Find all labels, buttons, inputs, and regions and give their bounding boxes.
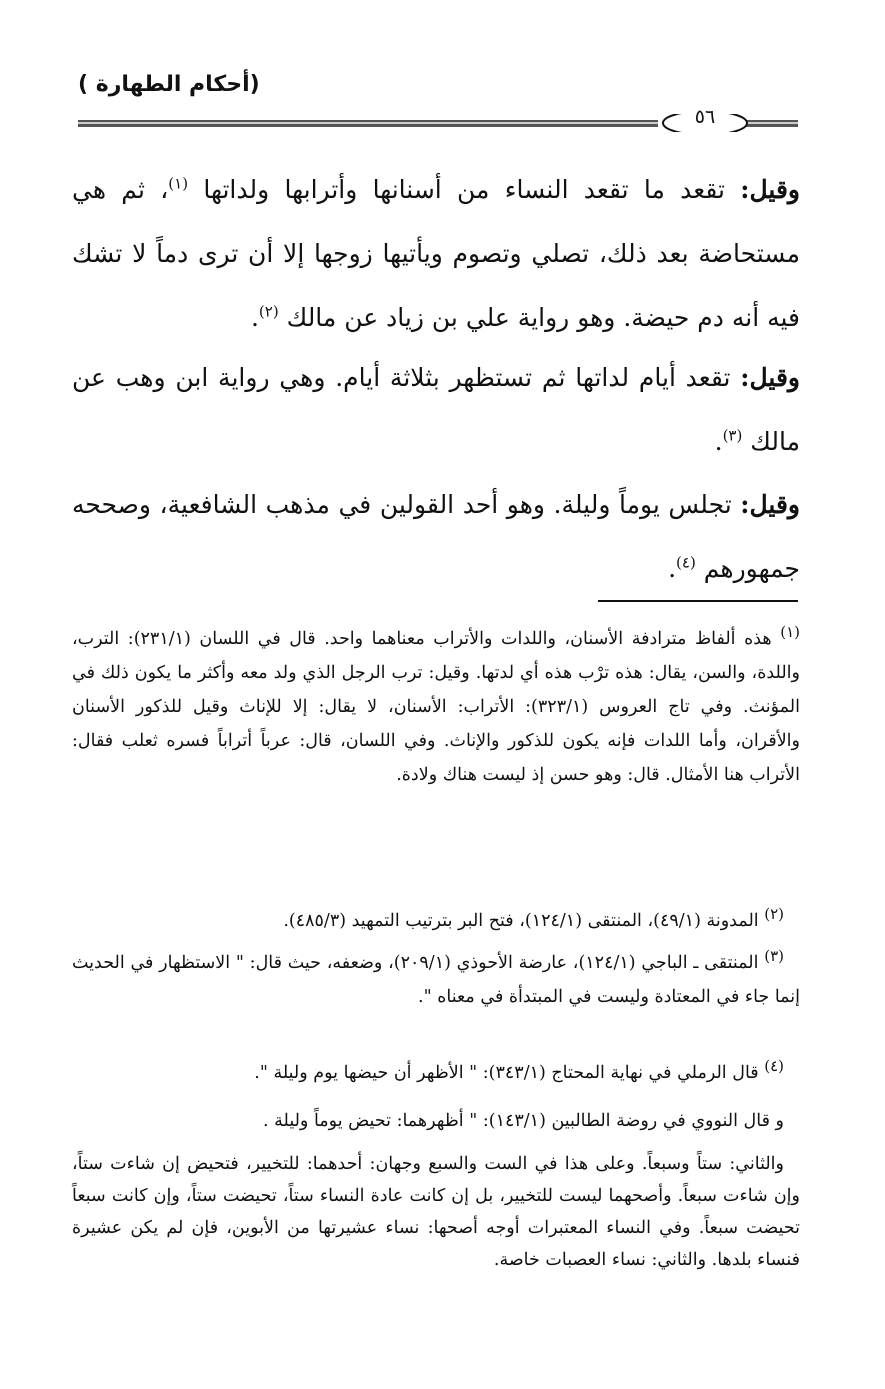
footnote-ref-1[interactable]: (١) [168,174,189,193]
paragraph-lead: وقيل: [740,490,800,519]
footnote-text: المدونة (٤٩/١)، المنتقى (١٢٤/١)، فتح البر بترتيب التمهيد (٤٨٥/٣). [283,911,765,931]
footnote-2 [72,904,800,938]
paragraph-end: . [714,427,723,456]
main-paragraph-2 [72,346,800,474]
footnote-ref-4[interactable]: (٤) [676,553,696,572]
paragraph-text: تجلس يوماً وليلة. وهو أحد القولين في مذهب الشافعية، وصححه جمهورهم [72,490,800,583]
footnote-number: (١) [780,623,800,642]
footnote-1 [72,622,800,792]
paragraph-text: ، ثم هي مستحاضة بعد ذلك، تصلي وتصوم ويأتيها زوجها إلا أن ترى دماً لا تشك فيه أنه دم حيضة. وهو رواية علي بن زياد عن مالك [72,175,800,332]
paragraph-lead: وقيل: [740,363,800,392]
paragraph-end: . [250,303,259,332]
footnote-text: و قال النووي في روضة الطالبين (١٤٣/١): " أظهرهما: تحيض يوماً وليلة . [263,1111,784,1131]
footnote-text: هذه ألفاظ مترادفة الأسنان، واللدات والأتراب معناهما واحد. قال في اللسان (٢٣١/١): الترب، واللدة، والسن، يقال: هذه ترْب هذه أي لدتها. وقيل: ترب الرجل الذي ولد معه وأكثر ما يكون ذلك في المؤنث. وفي تاج العروس (٣٢٣/١): الأتراب: الأسنان، لا يقال: إلا للإناث وقيل للذكور الأسنان والأقران، وأما اللدات فإنه يكون للذكور والإناث. وفي اللسان، قال: عرباً أتراباً فسره ثعلب فقال: الأتراب هنا الأمثال. قال: وهو حسن إذ ليست هناك ولادة. [72,629,800,785]
footnote-text: قال الرملي في نهاية المحتاج (٣٤٣/١): " الأظهر أن حيضها يوم وليلة ". [254,1063,765,1083]
main-paragraph-3 [72,473,800,601]
footnote-3 [72,946,800,1014]
footnote-text: المنتقى ـ الباجي (١٢٤/١)، عارضة الأحوذي (٢٠٩/١)، وضعفه، حيث قال: " الاستظهار في الحديث إنما جاء في المعتادة وليست في المبتدأة في معناه ". [72,953,800,1007]
footnote-4-quote-continued [72,1148,800,1276]
paragraph-text: تقعد ما تقعد النساء من أسنانها وأترابها ولداتها [188,175,741,204]
footnote-number: (٢) [764,905,784,924]
paragraph-lead: وقيل: [740,175,800,204]
page-number: ٥٦ [694,106,716,128]
paragraph-end: . [668,554,677,583]
footnote-4-continuation [72,1104,800,1138]
footnote-4 [72,1056,800,1090]
footnote-ref-3[interactable]: (٣) [722,426,743,445]
main-paragraph-1 [72,158,800,350]
paragraph-text: تقعد أيام لداتها ثم تستظهر بثلاثة أيام. وهي رواية ابن وهب عن مالك [72,363,800,456]
footnote-text: والثاني: ستاً وسبعاً. وعلى هذا في الست والسبع وجهان: أحدهما: للتخيير، فتحيض إن شاءت ستاً، وإن شاءت سبعاً. وأصحهما ليست للتخيير، بل إن كانت عادة النساء ستاً، تحيضت ستاً، وإن كانت سبعاً تحيضت سبعاً. وفي النساء المعتبرات أوجه أصحها: نساء عشيرتها من الأبوين، فإن لم يكن عشيرة فنساء بلدها. والثاني: نساء العصبات خاصة. [72,1154,800,1270]
footnote-separator [598,600,798,602]
footnote-number: (٣) [764,947,784,966]
footnote-ref-2[interactable]: (٢) [258,302,279,321]
running-title: (أحكام الطهارة ) [78,72,260,97]
footnote-number: (٤) [764,1057,784,1076]
